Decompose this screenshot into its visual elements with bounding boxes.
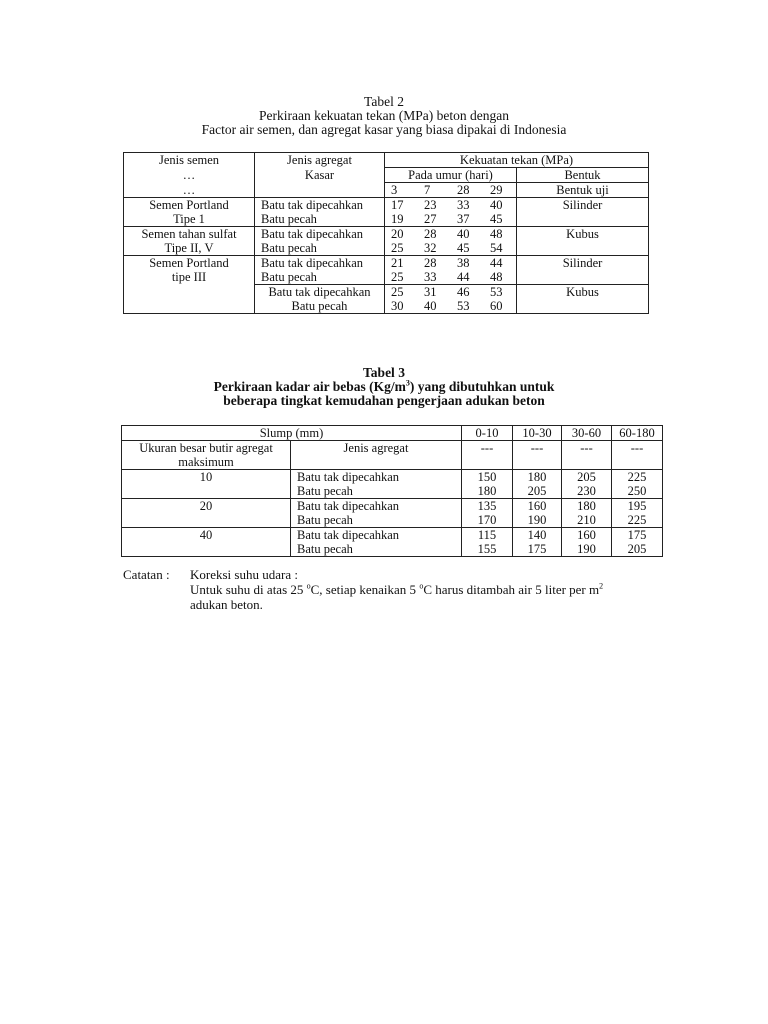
table2-value: 25: [391, 241, 404, 255]
table2-header-empty: [255, 183, 385, 198]
table2-value: 40: [424, 299, 437, 313]
table2-semen: Semen Portland: [124, 256, 255, 271]
table2-value: 28: [424, 256, 437, 270]
table3-size: 10: [122, 470, 291, 485]
table3-value: 250: [612, 484, 663, 499]
table2-value: 40: [490, 198, 503, 212]
table2-header-jenis-agregat: Jenis agregat: [255, 153, 385, 168]
table2-value: 33: [424, 270, 437, 284]
table3-header-range: 60-180: [612, 426, 663, 441]
table2-value: 46: [457, 285, 470, 299]
table2-header-bentuk-uji: Bentuk uji: [517, 183, 649, 198]
table3-value: 180: [462, 484, 513, 499]
table2-subtitle-line1: Perkiraan kekuatan tekan (MPa) beton dengan: [258, 108, 510, 123]
table2-value: 54: [490, 241, 503, 255]
table3-header-range: 30-60: [562, 426, 612, 441]
table2-value: 38: [457, 256, 470, 270]
table2-header-row: [124, 183, 649, 198]
table3-value: 225: [612, 513, 663, 528]
table2-bentuk: Kubus: [517, 227, 649, 242]
table3-header-row: [122, 455, 663, 470]
note-label: Catatan :: [123, 567, 170, 582]
table3-value: 150: [462, 470, 513, 485]
table2-header-kekuatan: Kekuatan tekan (MPa): [385, 153, 649, 168]
table3-header-row: [122, 441, 663, 456]
table2-value: 44: [457, 270, 470, 284]
table2-value: 31: [424, 285, 437, 299]
table3-value: 205: [612, 542, 663, 557]
table2-semen: Tipe II, V: [124, 241, 255, 256]
table2-day: 28: [457, 183, 470, 197]
table3-header-range: 0-10: [462, 426, 513, 441]
table-row: [124, 285, 649, 300]
note-body: [190, 567, 603, 612]
table2-value: 45: [457, 241, 470, 255]
table3-value: 195: [612, 499, 663, 514]
table2-header-dots: …: [124, 183, 255, 198]
table3-header-jenis-agregat: Jenis agregat: [291, 441, 462, 456]
table-row: [122, 499, 663, 514]
table3-header-range: 10-30: [513, 426, 562, 441]
table-row: [124, 241, 649, 256]
table2-value: 30: [391, 299, 404, 313]
table2-value: 60: [490, 299, 503, 313]
table2: [123, 152, 649, 314]
table2-value: 37: [457, 212, 470, 226]
table2-header-kasar: Kasar: [255, 168, 385, 183]
table2-value: 20: [391, 227, 404, 241]
table2-values: [385, 198, 517, 213]
table2-semen: Tipe 1: [124, 212, 255, 227]
table3-value: 140: [513, 528, 562, 543]
table-row: [122, 484, 663, 499]
table2-value: 25: [391, 270, 404, 284]
table2-values: [385, 227, 517, 242]
table2-header-jenis-semen: Jenis semen: [124, 153, 255, 168]
table3-value: 225: [612, 470, 663, 485]
table2-values: [385, 285, 517, 300]
table2-value: 32: [424, 241, 437, 255]
table-row: [122, 470, 663, 485]
table3: [121, 425, 663, 557]
table-row: [124, 198, 649, 213]
note-line3: adukan beton.: [190, 597, 263, 612]
table2-agregat: Batu pecah: [255, 241, 385, 256]
table2-values: [385, 241, 517, 256]
table3-value: 175: [612, 528, 663, 543]
note-line2: Untuk suhu di atas 25 $^o$C, setiap kenaikan 5 $^o$C harus ditambah air 5 liter per $m^2$: [190, 581, 604, 597]
table3-agregat: Batu tak dipecahkan: [291, 499, 462, 514]
table-row: [122, 528, 663, 543]
table-row: [124, 212, 649, 227]
table2-subtitle-line2: Factor air semen, dan agregat kasar yang biasa dipakai di Indonesia: [201, 122, 567, 137]
table3-value: 115: [462, 528, 513, 543]
table3-subtitle-line2: beberapa tingkat kemudahan pengerjaan adukan beton: [223, 393, 545, 408]
table2-bentuk: Silinder: [517, 198, 649, 213]
table3-agregat: Batu pecah: [291, 484, 462, 499]
table2-values: [385, 270, 517, 285]
table3-value: 190: [513, 513, 562, 528]
note-line1: Koreksi suhu udara :: [190, 567, 298, 582]
table3-header-row: [122, 426, 663, 441]
table2-value: 27: [424, 212, 437, 226]
table3-agregat: Batu tak dipecahkan: [291, 528, 462, 543]
table2-agregat: Batu tak dipecahkan: [255, 227, 385, 242]
table3-value: 180: [513, 470, 562, 485]
table3-value: 155: [462, 542, 513, 557]
table2-agregat: Batu tak dipecahkan: [255, 198, 385, 213]
table2-value: 48: [490, 227, 503, 241]
table2-value: 25: [391, 285, 404, 299]
table3-agregat: Batu pecah: [291, 513, 462, 528]
table-row: [122, 513, 663, 528]
table3-subtitle-line1: Perkiraan kadar air bebas $(Kg/m^3)$ yang dibutuhkan untuk: [213, 378, 555, 394]
table2-values: [385, 256, 517, 271]
table3-value: 170: [462, 513, 513, 528]
table3-header-ukuran: Ukuran besar butir agregat: [122, 441, 291, 456]
table3-value: 230: [562, 484, 612, 499]
table2-value: 19: [391, 212, 404, 226]
table2-day: 29: [490, 183, 503, 197]
table2-semen: [124, 299, 255, 314]
table2-header-row: [124, 153, 649, 168]
table3-header-dash: ---: [562, 441, 612, 456]
table-row: [124, 227, 649, 242]
table3-value: 205: [513, 484, 562, 499]
table2-value: 40: [457, 227, 470, 241]
table3-value: 205: [562, 470, 612, 485]
table3-title-block: [0, 366, 768, 408]
table3-size: 20: [122, 499, 291, 514]
table2-value: 33: [457, 198, 470, 212]
table3-header-slump: Slump (mm): [122, 426, 462, 441]
table2-agregat: Batu pecah: [255, 212, 385, 227]
table3-header-dash: ---: [513, 441, 562, 456]
table3-value: 160: [562, 528, 612, 543]
table2-title-block: [0, 95, 768, 137]
table2-title: Tabel 2: [364, 94, 404, 109]
table2-values: [385, 212, 517, 227]
table2-agregat: Batu tak dipecahkan: [255, 256, 385, 271]
table-row: [124, 256, 649, 271]
table2-bentuk: Silinder: [517, 256, 649, 271]
table3-value: 180: [562, 499, 612, 514]
table2-agregat: Batu pecah: [255, 270, 385, 285]
table2-header-row: [124, 168, 649, 183]
table2-value: 21: [391, 256, 404, 270]
table2-semen: tipe III: [124, 270, 255, 285]
table2-semen: [124, 285, 255, 300]
table2-header-days: [385, 183, 517, 198]
table3-agregat: Batu tak dipecahkan: [291, 470, 462, 485]
table2-values: [385, 299, 517, 314]
table2-value: 45: [490, 212, 503, 226]
table2-value: 28: [424, 227, 437, 241]
table2-value: 17: [391, 198, 404, 212]
table3-header-dash: ---: [462, 441, 513, 456]
table2-semen: Semen tahan sulfat: [124, 227, 255, 242]
table2-agregat: Batu tak dipecahkan: [255, 285, 385, 300]
table2-value: 23: [424, 198, 437, 212]
table2-value: 48: [490, 270, 503, 284]
table2-header-pada-umur: Pada umur (hari): [385, 168, 517, 183]
table2-day: 7: [424, 183, 431, 197]
table-row: [124, 299, 649, 314]
table2-agregat: Batu pecah: [255, 299, 385, 314]
table3-agregat: Batu pecah: [291, 542, 462, 557]
table3-header-maksimum: maksimum: [122, 455, 291, 470]
table3-title: Tabel 3: [363, 365, 405, 380]
table-row: [124, 270, 649, 285]
table2-header-dots: …: [124, 168, 255, 183]
table2-value: 53: [490, 285, 503, 299]
table3-value: 190: [562, 542, 612, 557]
table3-header-dash: ---: [612, 441, 663, 456]
table2-day: 3: [391, 183, 398, 197]
table2-bentuk: Kubus: [517, 285, 649, 300]
table3-value: 135: [462, 499, 513, 514]
table3-value: 210: [562, 513, 612, 528]
table2-value: 44: [490, 256, 503, 270]
table3-value: 160: [513, 499, 562, 514]
table3-size: 40: [122, 528, 291, 543]
table-row: [122, 542, 663, 557]
table2-value: 53: [457, 299, 470, 313]
table2-semen: Semen Portland: [124, 198, 255, 213]
table3-value: 175: [513, 542, 562, 557]
table2-header-bentuk: Bentuk: [517, 168, 649, 183]
